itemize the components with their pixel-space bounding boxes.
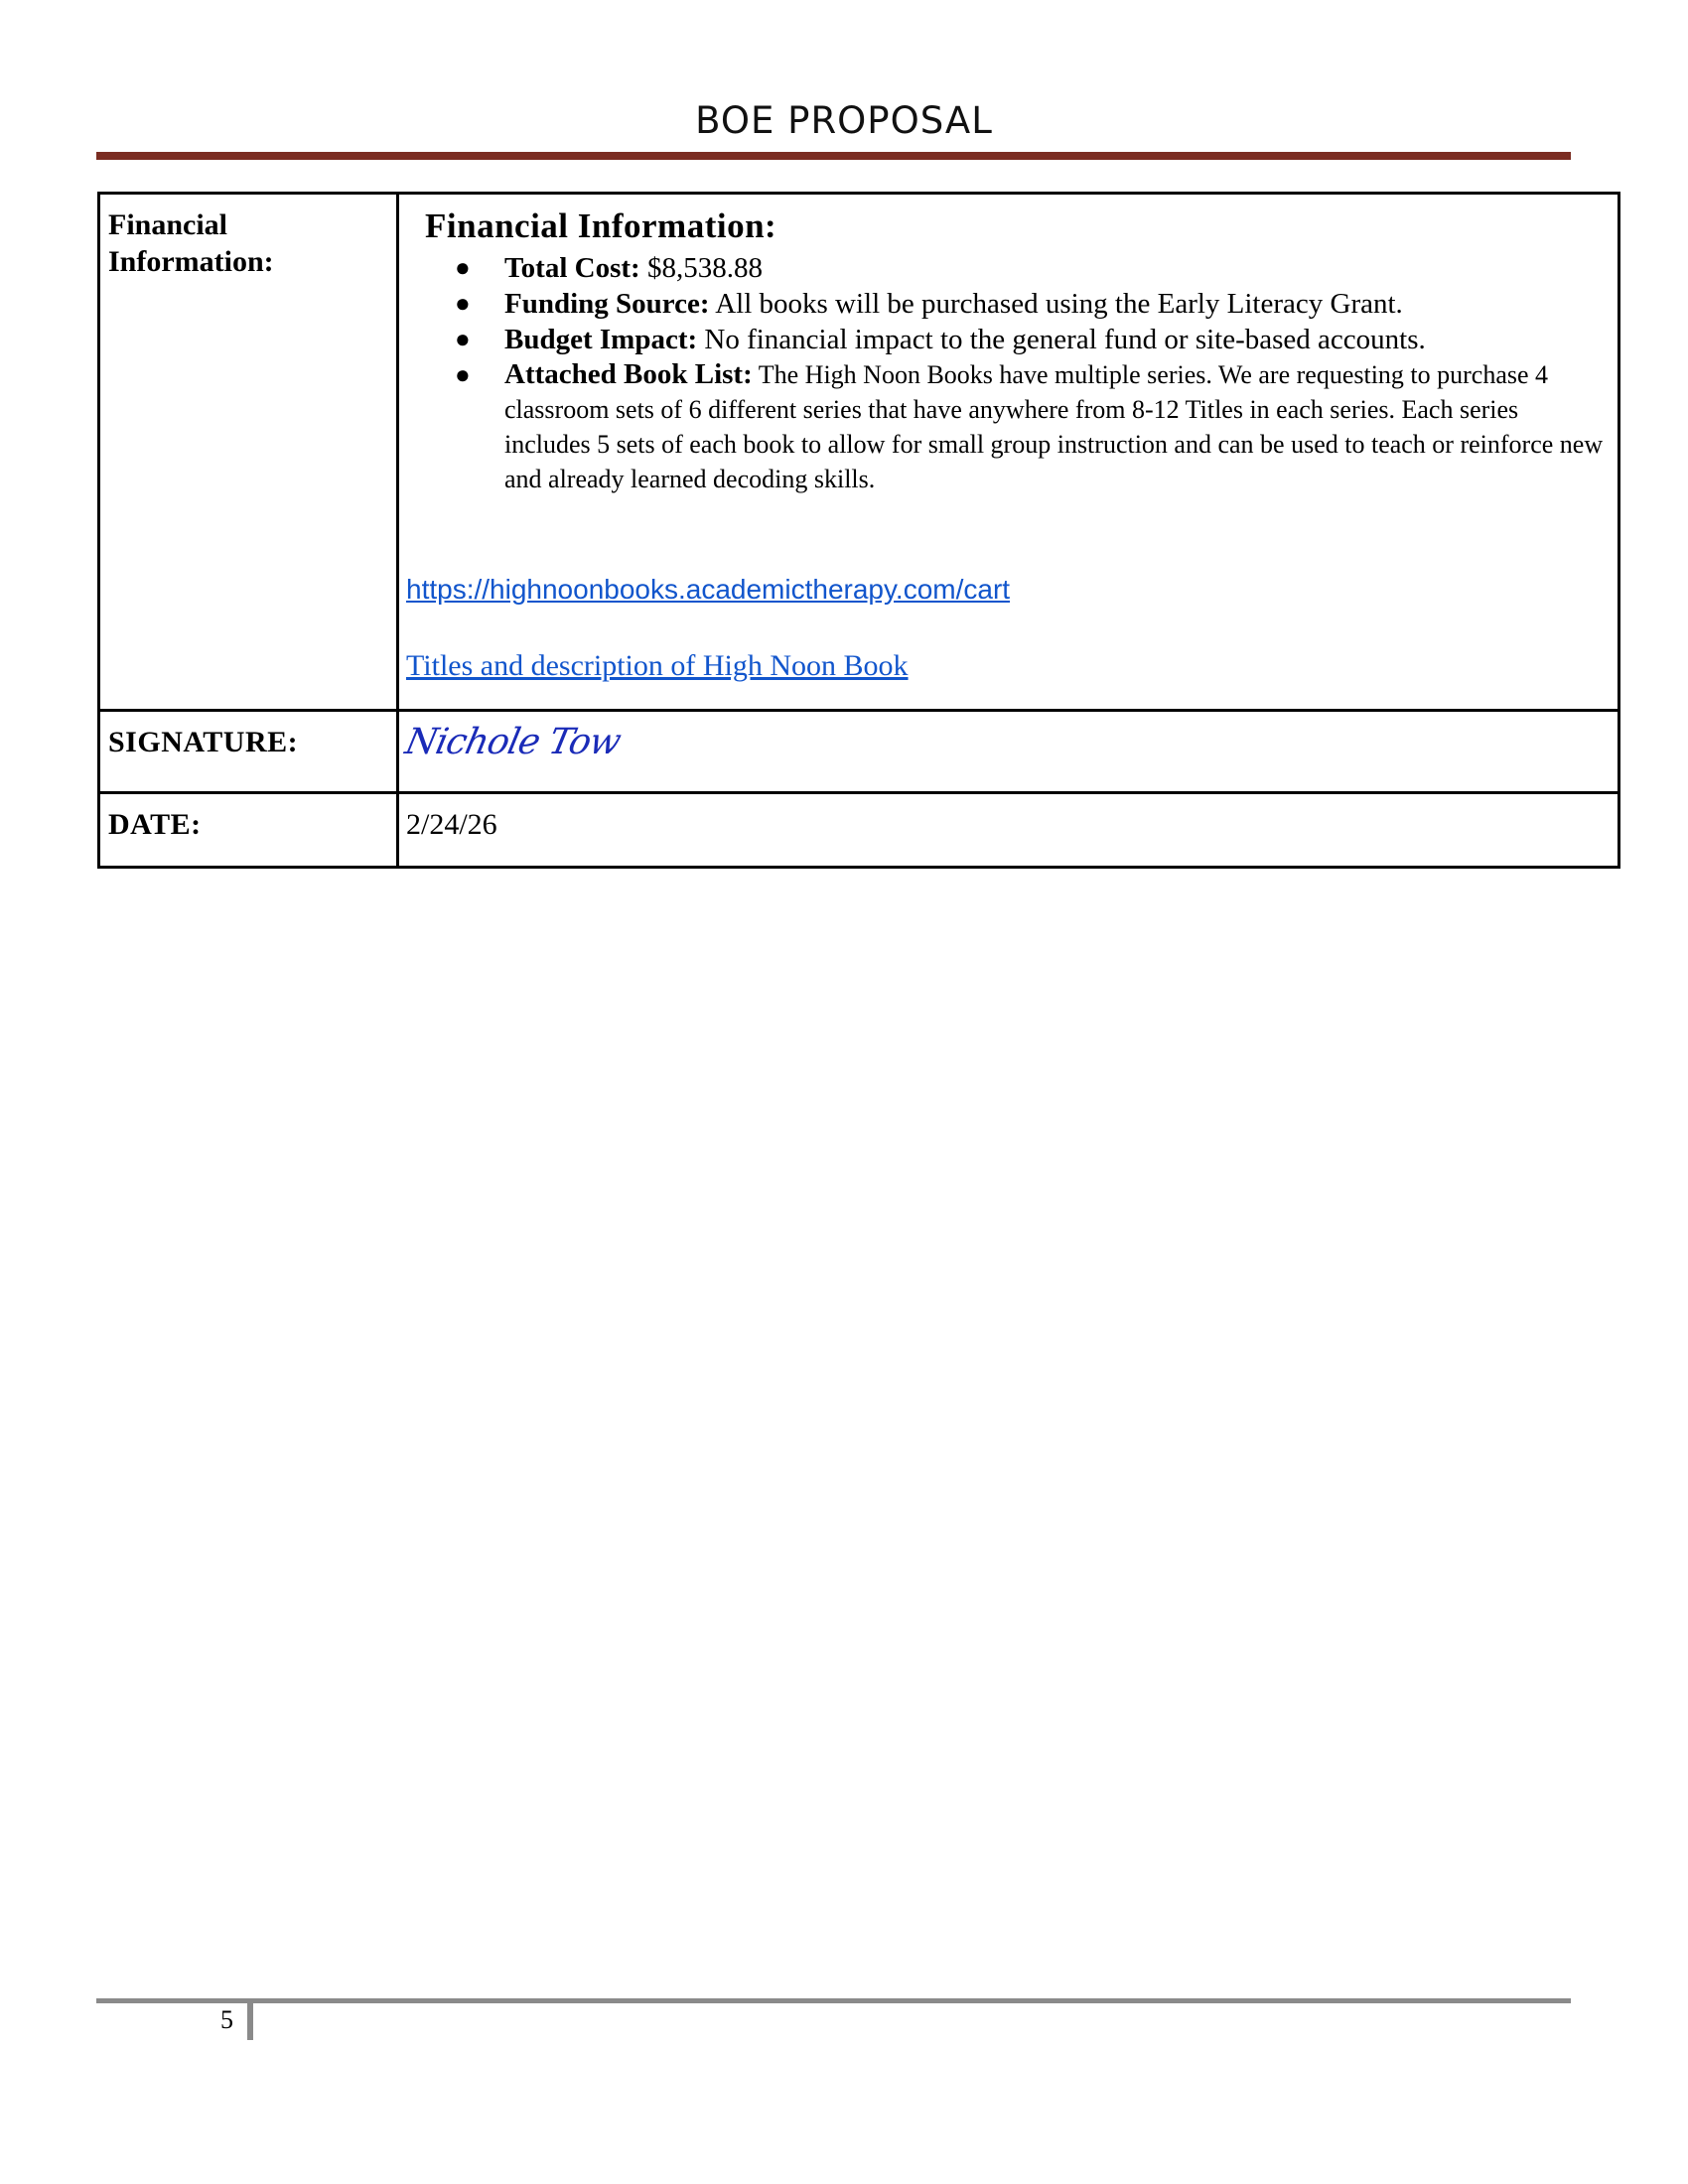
bullet-text: The High Noon Books have multiple series. We are requesting to purchase 4 classroom sets of 6 different series that have anywhere from 8-12 Titles in each series. Each series includes 5 sets of each book to allow for small group instruction and can be used to teach or reinforce new and already learned decoding skills. bbox=[504, 360, 1604, 493]
bullet-dot-icon: ● bbox=[455, 253, 471, 282]
bullet-dot-icon: ● bbox=[455, 360, 471, 389]
bullet-funding-source bbox=[406, 286, 1610, 322]
bullet-key: Total Cost: bbox=[504, 252, 640, 284]
financial-section-title: Financial Information: bbox=[425, 206, 777, 245]
signature-value: Nichole Tow bbox=[401, 722, 625, 762]
bullet-key: Budget Impact: bbox=[504, 324, 698, 355]
financial-label: Financial Information: bbox=[99, 194, 398, 711]
date-label: DATE: bbox=[99, 793, 398, 868]
bullet-key: Attached Book List: bbox=[504, 358, 753, 390]
financial-content bbox=[398, 194, 1619, 711]
bullet-total-cost bbox=[406, 250, 1610, 286]
bullet-dot-icon: ● bbox=[455, 325, 471, 353]
footer-tick bbox=[247, 1998, 253, 2040]
signature-label: SIGNATURE: bbox=[99, 711, 398, 793]
bullet-text: All books will be purchased using the Early Literacy Grant. bbox=[709, 288, 1403, 320]
page-title: BOE PROPOSAL bbox=[695, 99, 993, 142]
bullet-text: $8,538.88 bbox=[639, 252, 763, 284]
date-cell bbox=[398, 793, 1619, 868]
date-value: 2/24/26 bbox=[406, 808, 497, 841]
proposal-table bbox=[97, 192, 1620, 869]
bullet-key: Funding Source: bbox=[504, 288, 710, 320]
titles-description-link[interactable]: Titles and description of High Noon Book bbox=[406, 649, 909, 682]
footer-divider bbox=[96, 1998, 1571, 2003]
header-divider bbox=[96, 152, 1571, 160]
signature-row bbox=[99, 711, 1619, 793]
financial-bullets bbox=[406, 250, 1610, 496]
highnoon-cart-link[interactable]: https://highnoonbooks.academictherapy.com/cart bbox=[406, 574, 1011, 605]
bullet-book-list bbox=[406, 357, 1610, 496]
signature-cell bbox=[398, 711, 1619, 793]
bullet-budget-impact bbox=[406, 322, 1610, 357]
page-number: 5 bbox=[220, 2005, 233, 2034]
bullet-text: No financial impact to the general fund or site-based accounts. bbox=[697, 324, 1426, 355]
bullet-dot-icon: ● bbox=[455, 289, 471, 318]
financial-row bbox=[99, 194, 1619, 711]
date-row bbox=[99, 793, 1619, 868]
